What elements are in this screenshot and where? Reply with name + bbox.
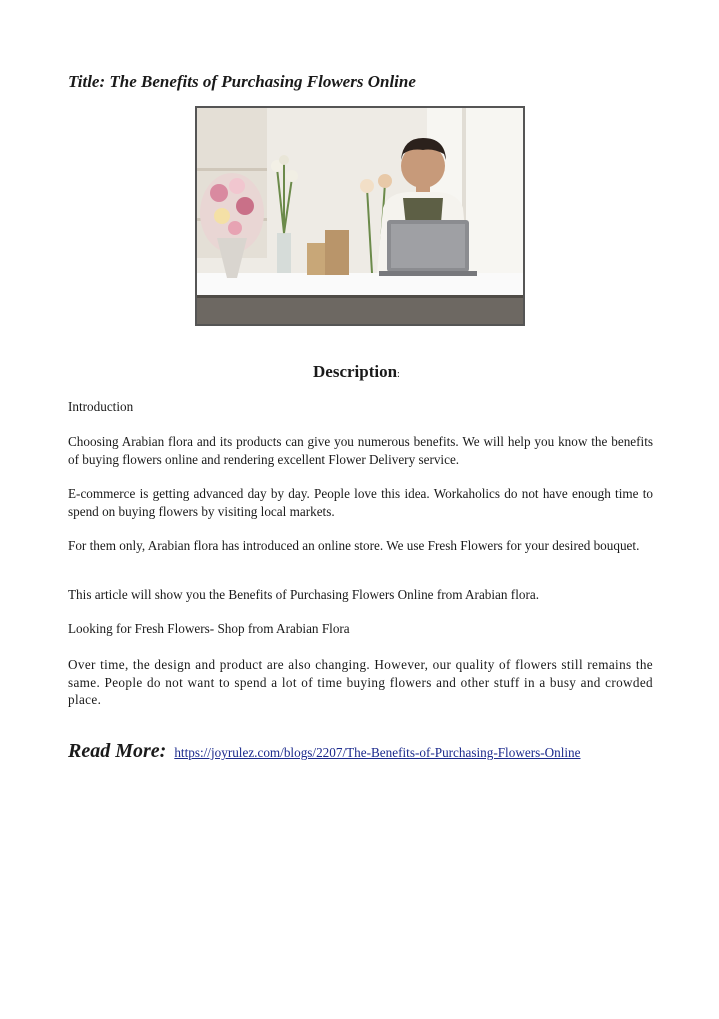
description-heading bbox=[313, 361, 400, 386]
read-more-label: Read More: bbox=[68, 740, 167, 762]
florist-photo bbox=[195, 106, 525, 326]
paragraph-4: This article will show you the Benefits of Purchasing Flowers Online from Arabian flora. bbox=[68, 587, 539, 602]
paragraph-6: Over time, the design and product are also changing. However, our quality of flowers still remains the same. People do not want to spend a lot of time buying flowers and other stuff in a busy and crowded place. bbox=[68, 657, 653, 707]
paragraph-3: For them only, Arabian flora has introduced an online store. We use Fresh Flowers for your desired bouquet. bbox=[68, 538, 640, 553]
read-more-link[interactable]: https://joyrulez.com/blogs/2207/The-Benefits-of-Purchasing-Flowers-Online bbox=[174, 745, 581, 760]
paragraph-5: Looking for Fresh Flowers- Shop from Arabian Flora bbox=[68, 621, 350, 636]
description-heading-text: Description bbox=[313, 362, 398, 381]
description-colon: : bbox=[397, 369, 400, 380]
paragraph-introduction: Introduction bbox=[68, 399, 134, 414]
paragraph-1: Choosing Arabian flora and its products can give you numerous benefits. We will help you know the benefits of buying flowers online and rendering excellent Flower Delivery service. bbox=[68, 434, 653, 467]
read-more bbox=[68, 738, 581, 766]
document-title: Title: The Benefits of Purchasing Flowers Online bbox=[68, 72, 416, 91]
paragraph-2: E-commerce is getting advanced day by day. People love this idea. Workaholics do not have enough time to spend on buying flowers by visiting local markets. bbox=[68, 486, 653, 519]
